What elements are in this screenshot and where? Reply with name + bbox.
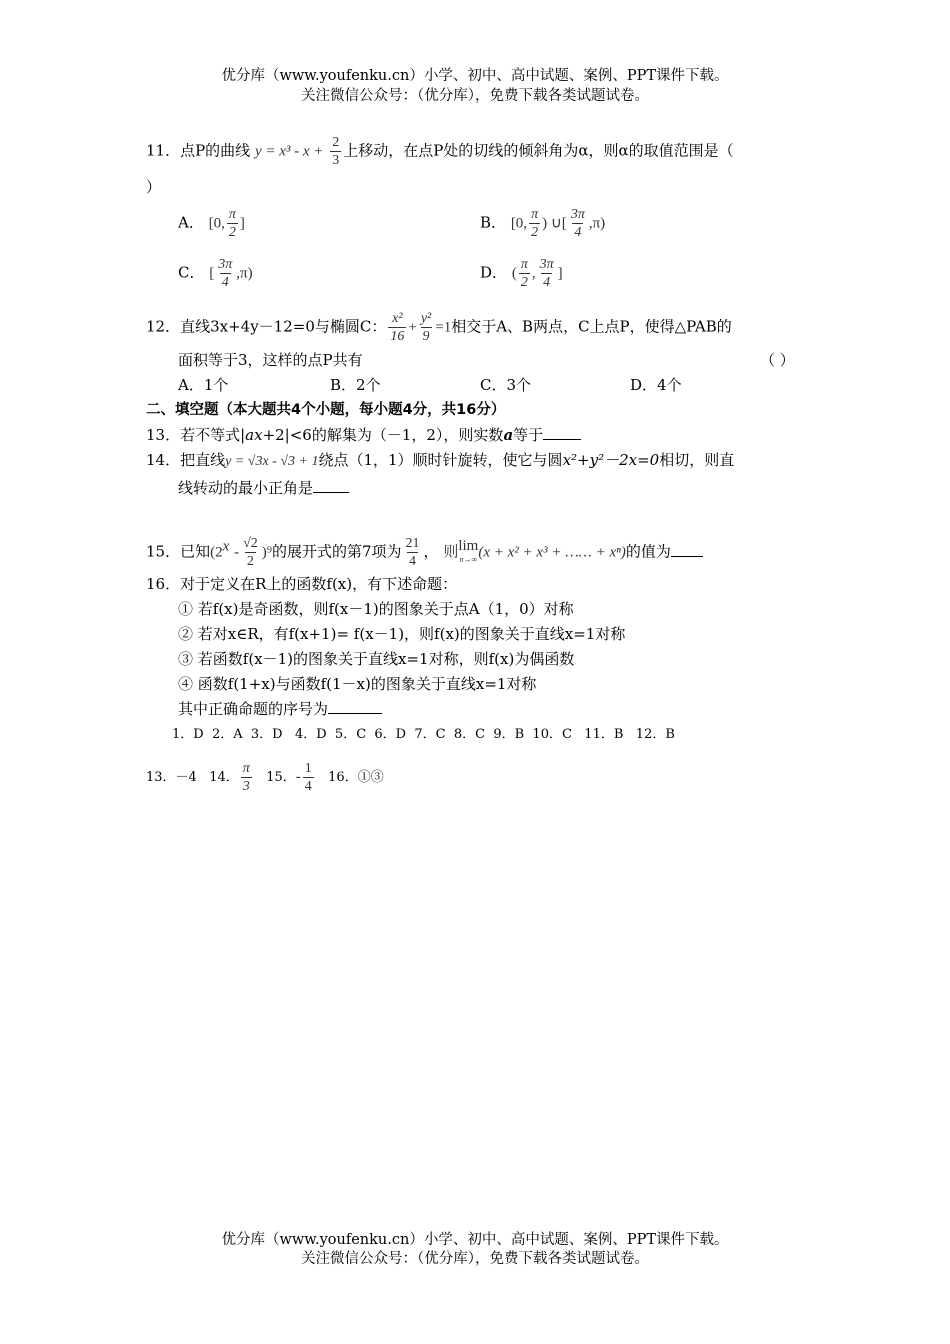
q11-d-mid: , [531,265,536,282]
q16-item-3: ③ 若函数f(x－1)的图象关于直线x=1对称，则f(x)为偶函数 [178,650,575,668]
q16-item-1: ① 若f(x)是奇函数，则f(x－1)的图象关于点A（1，0）对称 [178,600,574,618]
q16-intro: 对于定义在R上的函数f(x)，有下述命题： [180,575,458,593]
q15-val-den: 4 [409,554,417,569]
q15-series: (x + x² + x³ + …… + xⁿ) [478,544,626,561]
question-16 [146,573,457,595]
q11-post: 上移动，在点P处的切线的倾斜角为α，则α的取值范围是（ [343,141,734,160]
q11-d-label: D． [480,263,508,282]
q16-number: 16． [146,575,181,593]
page-header-line1: 优分库（www.youfenku.cn）小学、初中、高中试题、案例、PPT课件下载。 [221,68,729,84]
question-15 [146,535,703,570]
q16-outro-text: 其中正确命题的序号为 [178,700,329,718]
q13-text1: 若不等式| [180,426,246,444]
q11-c-label: C． [178,263,205,282]
q15-limit [458,539,478,567]
question-13 [146,424,581,446]
q12-frac2 [419,310,433,345]
q11-frac-den: 3 [332,153,340,168]
q11-frac-num: 2 [332,135,340,150]
question-14 [146,449,734,473]
q11-option-b [480,206,605,241]
q11-a-post: ] [239,215,245,232]
q11-c-den: 4 [221,275,229,290]
q15-base: (2 [210,544,223,561]
answer-13: 13．－4 [146,770,197,785]
q13-text2: +2|<6的解集为（－1，2），则实数 [262,426,504,444]
q15-base-exp: x [222,538,230,555]
q15-frac-den: 2 [246,554,254,569]
q11-a-den: 2 [228,225,236,240]
q12-f1-num: x² [392,311,403,326]
q11-c-pre: [ [209,265,215,282]
q11-b-pre: [0, [510,215,528,232]
q11-c-post: ,π) [236,265,253,282]
q14-expression: y = √3x - √3 + 1 [225,454,319,469]
q11-close: ） [146,178,162,196]
q13-text3: 等于 [513,426,544,444]
q12-f1-den: 16 [390,329,405,344]
q13-a: a [503,426,514,444]
q12-post: 相交于A、B两点，C上点P，使得△PAB的 [451,317,732,336]
q14-post1: 绕点（1，1）顺时针旋转，使它与圆 [318,451,563,469]
q12-eq: =1 [435,319,452,336]
q14-number: 14． [146,451,181,469]
q11-option-c [178,256,253,291]
q15-number: 15． [146,542,181,561]
q11-d-num2: 3π [539,257,554,272]
q15-comma: ， [423,542,439,561]
q12-option-a: A．1个 [178,376,229,394]
q16-item-2: ② 若对x∈R，有f(x+1)= f(x－1)，则f(x)的图象关于直线x=1对称 [178,625,626,643]
q12-answer-paren: （ ） [760,351,795,369]
q15-power: )⁹ [261,544,272,561]
q12-f2-num: y² [420,311,432,326]
answer-14-num: π [242,761,250,776]
q12-pre: 直线3x+4y－12=0与椭圆C： [180,317,387,336]
q11-d-post: ] [557,265,563,282]
q11-option-d [480,256,563,291]
answer-15-den: 4 [304,779,312,794]
q11-a-label: A． [178,213,204,232]
q11-b-frac1 [529,206,540,241]
q11-c-frac [216,256,234,291]
answer-15-sign: - [295,769,301,785]
page-footer-line1: 优分库（www.youfenku.cn）小学、初中、高中试题、案例、PPT课件下载。 [221,1232,729,1248]
q11-a-num: π [228,207,236,222]
q12-option-d: D．4个 [630,376,682,394]
q11-b-den2: 4 [574,225,582,240]
answer-15-num: 1 [304,761,312,776]
q15-blank[interactable] [671,542,703,557]
q11-d-den2: 4 [543,275,551,290]
q13-blank[interactable] [543,425,581,440]
q11-b-post: ,π) [588,215,606,232]
q15-val-num: 21 [405,536,420,551]
q11-pre: 点P的曲线 [180,141,251,160]
answer-14-den: 3 [242,779,250,794]
q16-blank[interactable] [328,699,382,714]
answer-16: 16．①③ [328,770,384,785]
q15-lim: lim [458,537,479,554]
q11-d-frac1 [519,256,530,291]
q14-circle: x²+y²－2x=0 [562,451,660,469]
answer-15-label: 15． [266,770,296,785]
q12-number: 12． [146,317,181,336]
q15-pre: 已知 [180,542,211,561]
q11-b-label: B． [480,213,507,232]
answer-key-line1: 1．D 2．A 3．D 4．D 5．C 6．D 7．C 8．C 9．B 10．C 11．B 12．B [172,727,675,742]
q11-d-pre: ( [511,265,517,282]
q15-value-frac [404,535,422,570]
q11-c-num: 3π [218,257,233,272]
q13-number: 13． [146,426,181,444]
q14-line2-text: 线转动的最小正角是 [178,479,314,497]
q11-option-a [178,206,245,241]
q14-post2: 相切，则直 [659,451,735,469]
q15-minus: - [234,544,240,561]
q15-ze: 则 [443,544,459,561]
q12-plus: + [408,319,417,336]
question-11 [146,134,734,169]
q11-fraction [330,134,341,169]
q11-number: 11． [146,141,181,160]
q15-frac [241,535,260,570]
q12-option-c: C．3个 [480,376,532,394]
q11-a-frac [227,206,238,241]
q11-d-den1: 2 [520,275,528,290]
q15-mid: 的展开式的第7项为 [271,542,402,561]
q11-b-frac2 [569,206,587,241]
q11-b-num1: π [531,207,539,222]
answer-14-frac [241,760,252,795]
q11-d-num1: π [520,257,528,272]
page-header-line2: 关注微信公众号：（优分库），免费下载各类试题试卷。 [301,88,649,104]
answer-key-line2 [146,760,384,795]
q11-a-pre: [0, [208,215,225,232]
q11-d-frac2 [538,256,556,291]
q16-item-4: ④ 函数f(1+x)与函数f(1－x)的图象关于直线x=1对称 [178,675,537,693]
q11-b-mid: ) ∪[ [542,215,567,232]
q11-b-den1: 2 [531,225,539,240]
q11-b-num2: 3π [570,207,585,222]
q14-pre: 把直线 [180,451,226,469]
answer-15-frac [303,760,314,795]
q16-outro [178,698,382,720]
q15-lim-sub: n→∞ [459,554,478,564]
page-footer-line2: 关注微信公众号：（优分库），免费下载各类试题试卷。 [301,1251,649,1267]
q12-option-b: B．2个 [330,376,381,394]
question-12 [146,310,732,345]
q14-blank[interactable] [313,478,349,493]
q15-post: 的值为 [625,542,671,561]
q12-line2: 面积等于3，这样的点P共有 [178,351,363,369]
q11-curve: y = x³ - x + [254,143,324,160]
q12-f2-den: 9 [422,329,430,344]
q13-ax: ax [245,426,263,444]
q12-frac1 [388,310,406,345]
q14-line2 [178,477,349,499]
q15-frac-num: √2 [243,536,258,551]
answer-14-label: 14． [209,770,239,785]
section-2-heading: 二、填空题（本大题共4个小题，每小题4分，共16分） [146,402,506,418]
